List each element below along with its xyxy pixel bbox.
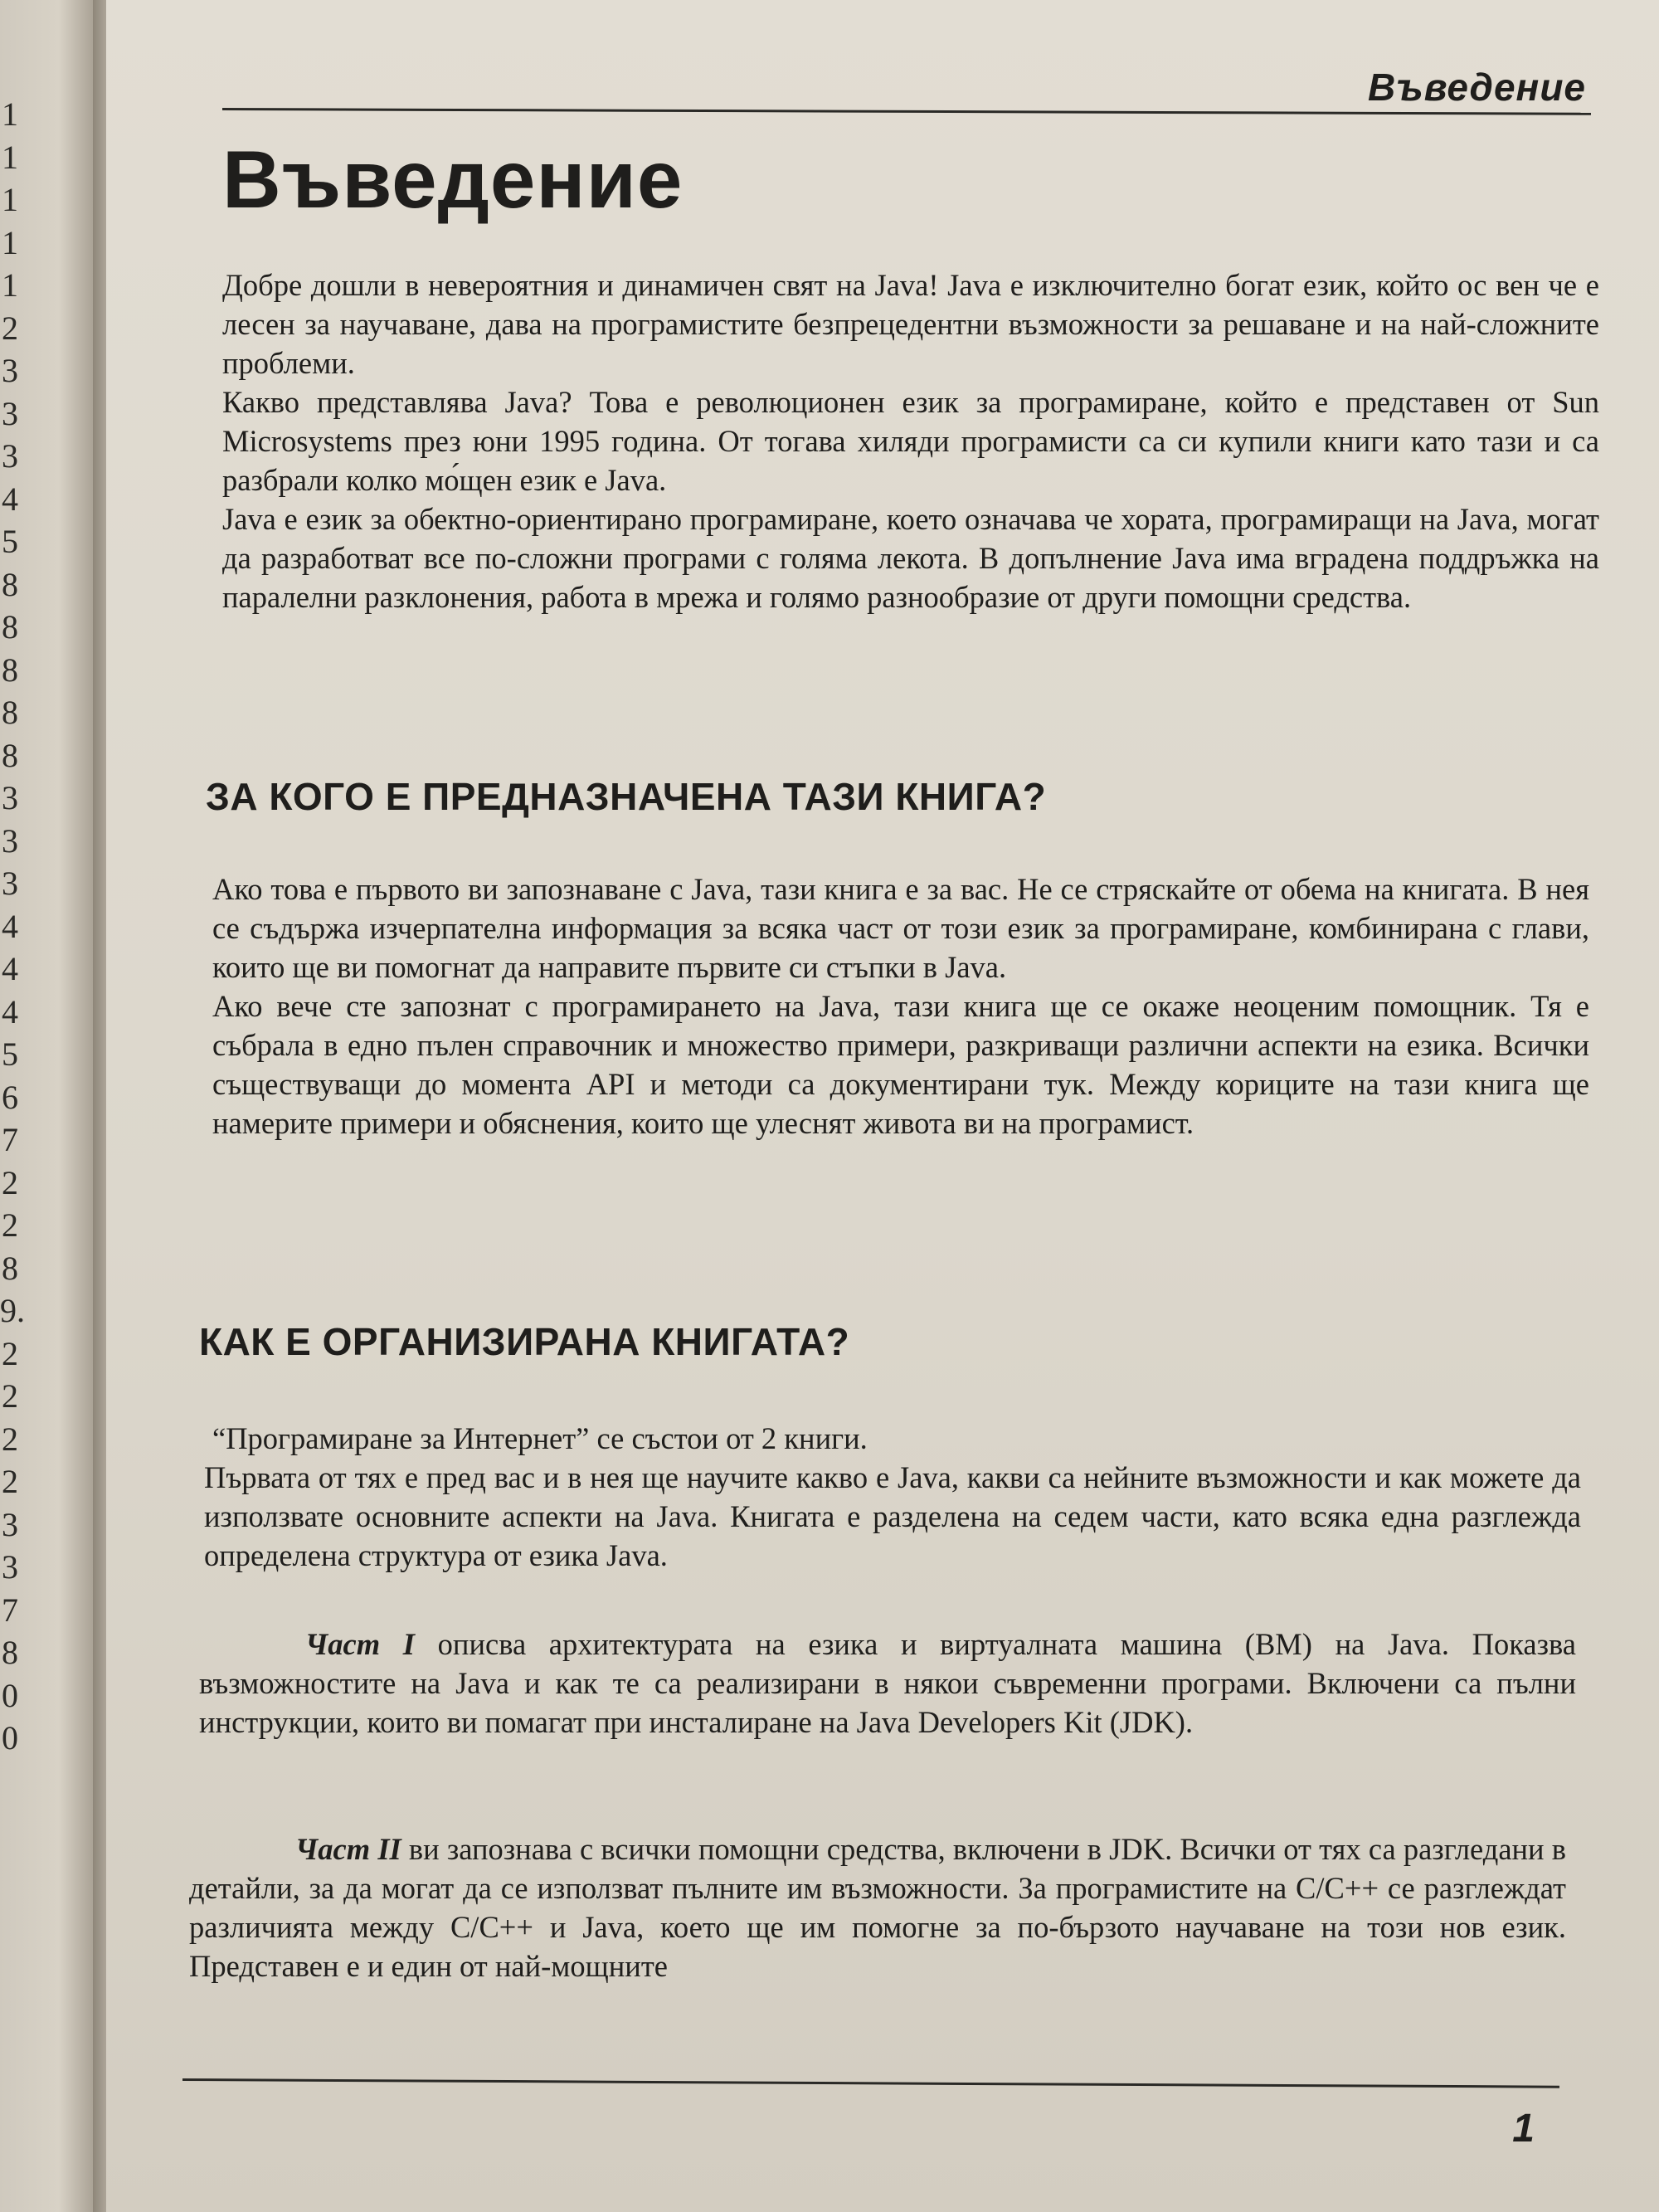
margin-number: 2 [2,1206,18,1244]
body-paragraph: Първата от тях е пред вас и в нея ще научите какво е Java, какви са нейните възможности и как можете да използвате основните аспекти на Java. Книгата е разделена на седем части, като всяка една разглежда определена структура от езика Java. [204,1460,1581,1572]
page-number: 1 [1512,2107,1535,2151]
margin-number: 8 [2,650,18,689]
margin-number: 7 [2,1591,18,1629]
margin-number: 4 [2,907,18,945]
margin-number: 8 [2,1634,18,1671]
intro-text [222,266,1599,616]
margin-number: 3 [2,865,18,902]
margin-number: 3 [2,352,18,389]
footer-rule [182,2078,1559,2088]
margin-number: 3 [2,1548,18,1586]
intro-paragraph: Добре дошли в невероятния и динамичен свят на Java! Java е изключително богат език, който ос вен че е лесен за научаване, дава на програмистите безпрецедентни възможности за решаване и на най-сложните проблеми. [222,268,1599,380]
margin-number: 0 [2,1676,18,1714]
margin-number: 8 [2,608,18,646]
margin-number: 2 [2,1377,18,1415]
margin-number: 2 [2,309,18,347]
margin-number: 4 [2,992,18,1030]
part-two-description [189,1830,1566,1985]
margin-number: 8 [2,694,18,731]
page-title: Въведение [222,134,684,225]
section-heading-organization: КАК Е ОРГАНИЗИРАНА КНИГАТА? [199,1320,850,1363]
margin-number: 7 [2,1121,18,1158]
margin-number: 1 [2,181,18,218]
margin-number: 1 [2,138,18,176]
previous-page-edge [0,0,98,2212]
part-text: описва архитектурата на езика и виртуалната машина (ВМ) на Java. Показва възможностите на Java и как те са реализирани в някои съвременни програми. Включени са пълни инструкции, които ви помагат при инсталиране на Java Developers Kit (JDK). [199,1627,1576,1739]
running-head: Въведение [1367,66,1586,109]
body-paragraph: Ако това е първото ви запознаване с Java, тази книга е за вас. Не се стряскайте от обема на книгата. В нея се съдържа изчерпателна информация за всяка част от този език за програмиране, комбинирана с глави, които ще ви помогнат да направите първите си стъпки в Java. [212,872,1589,984]
book-page [106,0,1659,2212]
margin-number: 2 [2,1420,18,1458]
body-paragraph: Ако вече сте запознат с програмирането на Java, тази книга ще се окаже неоценим помощник. Тя е събрала в едно пълен справочник и множество примери, разкриващи различни аспекти на езика. Всички съществуващи до момента API и методи са документирани тук. Между кориците на тази книга ще намерите примери и обяснения, които ще улеснят живота ви на програмист. [212,989,1589,1140]
part-paragraph [189,1830,1566,1985]
section-heading-audience: ЗА КОГО Е ПРЕДНАЗНАЧЕНА ТАЗИ КНИГА? [206,775,1047,818]
margin-number: 6 [2,1078,18,1116]
margin-number: 8 [2,565,18,603]
part-label: Част I [305,1627,416,1661]
part-text: ви запознава с всички помощни средства, включени в JDK. Всички от тях са разгледани в детайли, за да могат да се използват пълните им възможности. За програмистите на C/C++ се разглеждат различията между C/C++ и Java, което ще им помогне за по-бързото научаване на този нов език. Представен е и един от най-мощните [189,1832,1566,1983]
intro-paragraph: Какво представлява Java? Това е революционен език за програмиране, който е представен от Sun Microsystems през юни 1995 година. От тогава хиляди програмисти са си купили книги като тази и са разбрали колко мо́щен език е Java. [222,385,1599,497]
margin-number: 9. [0,1292,25,1329]
margin-number: 4 [2,950,18,987]
audience-text [212,870,1589,1143]
organization-text [204,1419,1581,1575]
part-one-description [199,1625,1576,1742]
margin-number: 1 [2,223,18,261]
margin-number: 2 [2,1163,18,1201]
margin-number: 3 [2,779,18,816]
margin-number: 5 [2,1035,18,1073]
margin-number: 3 [2,394,18,432]
margin-number: 5 [2,523,18,560]
margin-number: 1 [2,95,18,133]
body-paragraph: “Програмиране за Интернет” се състои от 2 книги. [212,1421,868,1455]
margin-number: 0 [2,1719,18,1756]
margin-number: 4 [2,480,18,518]
margin-number: 3 [2,437,18,475]
margin-number: 1 [2,266,18,304]
margin-number: 2 [2,1463,18,1500]
margin-number: 8 [2,736,18,774]
part-paragraph [199,1625,1576,1742]
margin-number: 2 [2,1334,18,1372]
part-label: Част II [295,1832,401,1866]
intro-paragraph: Java е език за обектно-ориентирано програмиране, което означава че хората, програмиращи на Java, могат да разработват все по-сложни програми с голяма лекота. В допълнение Java има вградена поддръжка на паралелни разклонения, работа в мрежа и голямо разнообразие от други помощни средства. [222,502,1599,614]
margin-number: 8 [2,1249,18,1287]
margin-number: 3 [2,1505,18,1543]
margin-number: 3 [2,821,18,860]
